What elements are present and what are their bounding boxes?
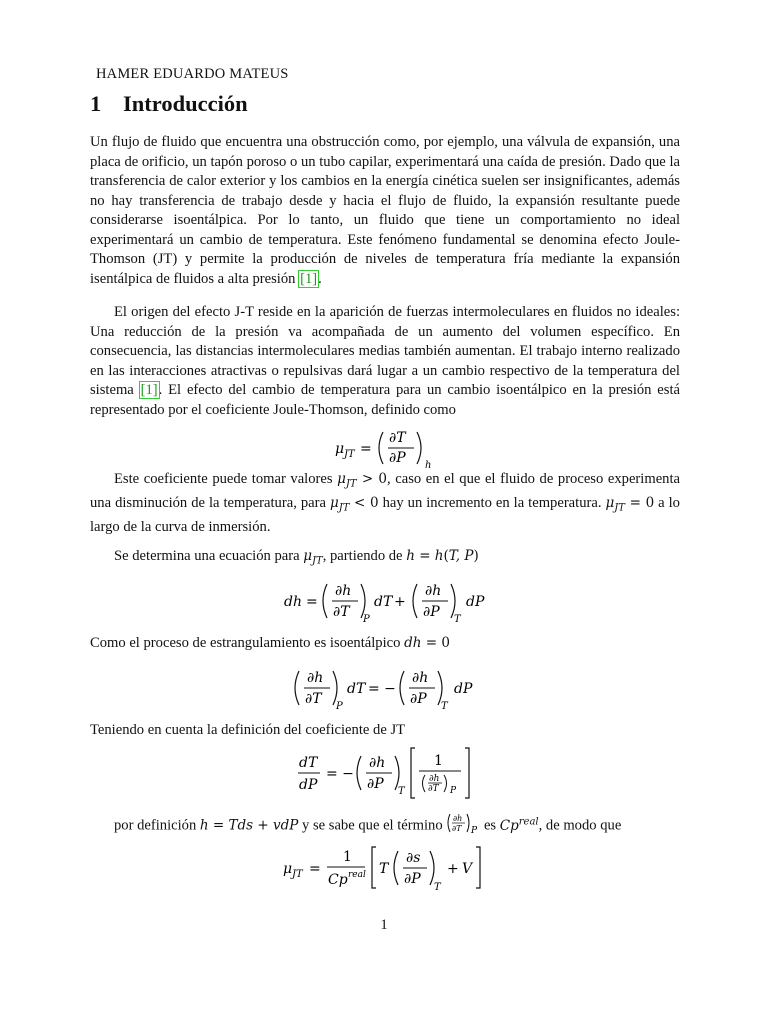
section-heading — [90, 91, 248, 117]
svg-text:∂P: ∂P — [389, 450, 406, 466]
svg-text:=: = — [360, 441, 372, 457]
svg-text:∂h: ∂h — [307, 670, 324, 686]
line-4-text-4: , de modo que — [538, 817, 622, 834]
paragraph-2-text-a: El origen del efecto J-T reside en la aparición de fuerzas intermoleculares en fluidos no ideales: Una reducción de la presión va acompañada de un aumento del volumen específico. En consecuencia, las distancias intermoleculares medias también aumentan. El trabajo interno realizado en las interacciones atractivas o repulsivas dará lugar a un cambio respectivo de la temperatura del sistema — [90, 304, 680, 398]
line-4-text-3: es — [480, 817, 500, 834]
svg-text:V: V — [462, 861, 473, 877]
svg-text:T: T — [454, 614, 461, 625]
svg-text:Cp: Cp — [328, 872, 348, 888]
svg-text:P: P — [471, 826, 478, 835]
svg-text:∂T: ∂T — [305, 691, 322, 707]
paragraph-2-text-b: . El efecto del cambio de temperatura para un cambio isoentálpico en la presión está representado por el coeficiente Joule-Thomson, definido como — [90, 382, 680, 418]
svg-text:1: 1 — [343, 849, 352, 865]
svg-text:dP: dP — [454, 681, 473, 697]
enthalpy-definition: h = Tds + vdP — [199, 817, 299, 834]
mu-zero: $\mu_{JT} = 0$ — [605, 495, 655, 514]
svg-text:dT: dT — [374, 594, 393, 610]
paragraph-1-text: Un flujo de fluido que encuentra una obstrucción como, por ejemplo, una válvula de expansión, una placa de orificio, un tapón poroso o un tubo capilar, experimentará una caída de presión. Dado que la transferencia de calor exterior y los cambios en la energía cinética suelen ser insignificantes, además no hay transferencia de trabajo desde y hacia el flujo de fluido, la expansión resultante puede considerarse isoentálpica. Por lo tanto, un fluido que tiene un comportamiento no ideal experimentará un cambio de temperatura. Este fenómeno fundamental se denomina efecto Joule-Thomson (JT) y permite la producción de niveles de temperatura fría mediante la expansión isentálpica de fluidos a alta presión — [90, 134, 680, 287]
svg-text:=: = — [306, 594, 318, 610]
line-4-text-1: por definición — [114, 817, 200, 834]
svg-text:∂P: ∂P — [404, 871, 421, 887]
svg-text:real: real — [348, 870, 366, 880]
svg-text:= −: = − — [368, 681, 396, 697]
svg-text:∂h: ∂h — [335, 583, 352, 599]
paragraph-3-text-1: Este coeficiente puede tomar valores — [114, 471, 338, 487]
equation-3 — [0, 663, 768, 715]
svg-text:dh: dh — [284, 594, 302, 610]
svg-text:∂T: ∂T — [428, 784, 439, 794]
svg-text:=: = — [309, 861, 321, 877]
author-name: HAMER EDUARDO MATEUS — [96, 66, 289, 82]
svg-text:dP: dP — [466, 594, 485, 610]
mu-negative: $\mu_{JT} < 0$ — [329, 495, 379, 514]
svg-text:dT: dT — [299, 755, 318, 771]
svg-text:∂s: ∂s — [406, 850, 421, 866]
paragraph-3-text-2: , caso en el que el fluido de proceso experimenta una disminución de la temperatura, para — [90, 471, 681, 512]
paragraph-3-text-3: hay un incremento en la temperatura. — [378, 495, 606, 512]
citation-link[interactable]: [1] — [140, 382, 158, 398]
svg-text:∂T: ∂T — [333, 604, 350, 620]
paragraph-3 — [90, 470, 680, 538]
svg-text:∂P: ∂P — [367, 776, 384, 792]
isenthalpic-condition: dh = 0 — [404, 635, 450, 651]
line-2 — [90, 634, 680, 653]
svg-text:∂P: ∂P — [423, 604, 440, 620]
svg-text:JT: JT — [344, 449, 355, 460]
citation-link[interactable]: [1] — [300, 270, 318, 287]
section-number: 1 — [90, 91, 102, 116]
svg-text:T: T — [434, 882, 441, 893]
section-title: Introducción — [123, 91, 248, 116]
page-number: 1 — [380, 917, 388, 933]
svg-text:∂h: ∂h — [453, 814, 463, 824]
mu-positive: $\mu_{JT} > 0$ — [337, 471, 388, 490]
line-3: Teniendo en cuenta la definición del coeficiente de JT — [90, 722, 406, 738]
heat-capacity — [500, 818, 539, 834]
svg-text:∂h: ∂h — [425, 583, 442, 599]
line-1-text-mid: , partiendo de — [322, 548, 407, 564]
heat-capacity-symbol: Cp — [499, 817, 519, 834]
svg-text:μ: μ — [283, 861, 293, 877]
svg-text:∂P: ∂P — [410, 691, 427, 707]
paragraph-3-text-4: a lo largo de la curva de inmersión. — [90, 495, 680, 536]
paragraph-1: Un flujo de fluido que encuentra una obstrucción como, por ejemplo, una válvula de expansión, una placa de orificio, un tapón poroso o un tubo capilar, experimentará una caída de presión. Dado que la transferencia de calor exterior y los cambios en la energía cinética suelen ser insignificantes, además no hay transferencia de trabajo desde y hacia el flujo de fluido, la expansión resultante puede considerarse isoentálpica. Por lo tanto, un fluido que tiene un comportamiento no ideal experimentará un cambio de temperatura. Este fenómeno fundamental se denomina efecto Joule-Thomson (JT) y permite la producción de niveles de temperatura fría mediante la expansión isentálpica de fluidos a alta presión [1]. — [90, 134, 680, 287]
svg-text:dP: dP — [299, 777, 318, 793]
svg-text:∂h: ∂h — [369, 755, 386, 771]
svg-text:1: 1 — [434, 753, 443, 769]
svg-text:∂h: ∂h — [429, 774, 440, 784]
line-2-text: Como el proceso de estrangulamiento es isoentálpico — [90, 635, 405, 651]
svg-text:∂T: ∂T — [452, 824, 462, 834]
svg-text:JT: JT — [292, 869, 303, 880]
svg-text:T: T — [441, 701, 448, 712]
line-1 — [114, 547, 704, 571]
equation-2 — [0, 576, 768, 628]
equation-1 — [0, 424, 768, 472]
equation-5 — [0, 842, 768, 898]
svg-text:P: P — [336, 701, 343, 712]
svg-text:∂h: ∂h — [412, 670, 429, 686]
svg-text:∂T: ∂T — [389, 430, 406, 446]
svg-text:μ: μ — [335, 441, 345, 457]
svg-text:+: + — [447, 861, 459, 877]
svg-text:+: + — [394, 594, 406, 610]
inline-derivative — [446, 812, 480, 840]
mu-symbol: $\mu_{JT}$ — [303, 548, 323, 567]
svg-text:dT: dT — [347, 681, 366, 697]
line-4-text-2: y se sabe que el término — [298, 817, 447, 834]
svg-text:= −: = − — [326, 766, 354, 782]
heat-capacity-superscript: real — [518, 816, 539, 827]
paragraph-2 — [90, 303, 680, 420]
enthalpy-function: h = h(T, P) — [406, 548, 479, 564]
equation-4 — [0, 743, 768, 803]
line-1-text: Se determina una ecuación para — [114, 548, 304, 564]
svg-text:P: P — [363, 614, 370, 625]
svg-text:T: T — [379, 861, 389, 877]
svg-text:h: h — [425, 460, 432, 471]
line-4 — [114, 812, 704, 840]
svg-text:P: P — [450, 786, 457, 796]
svg-text:T: T — [398, 786, 405, 797]
